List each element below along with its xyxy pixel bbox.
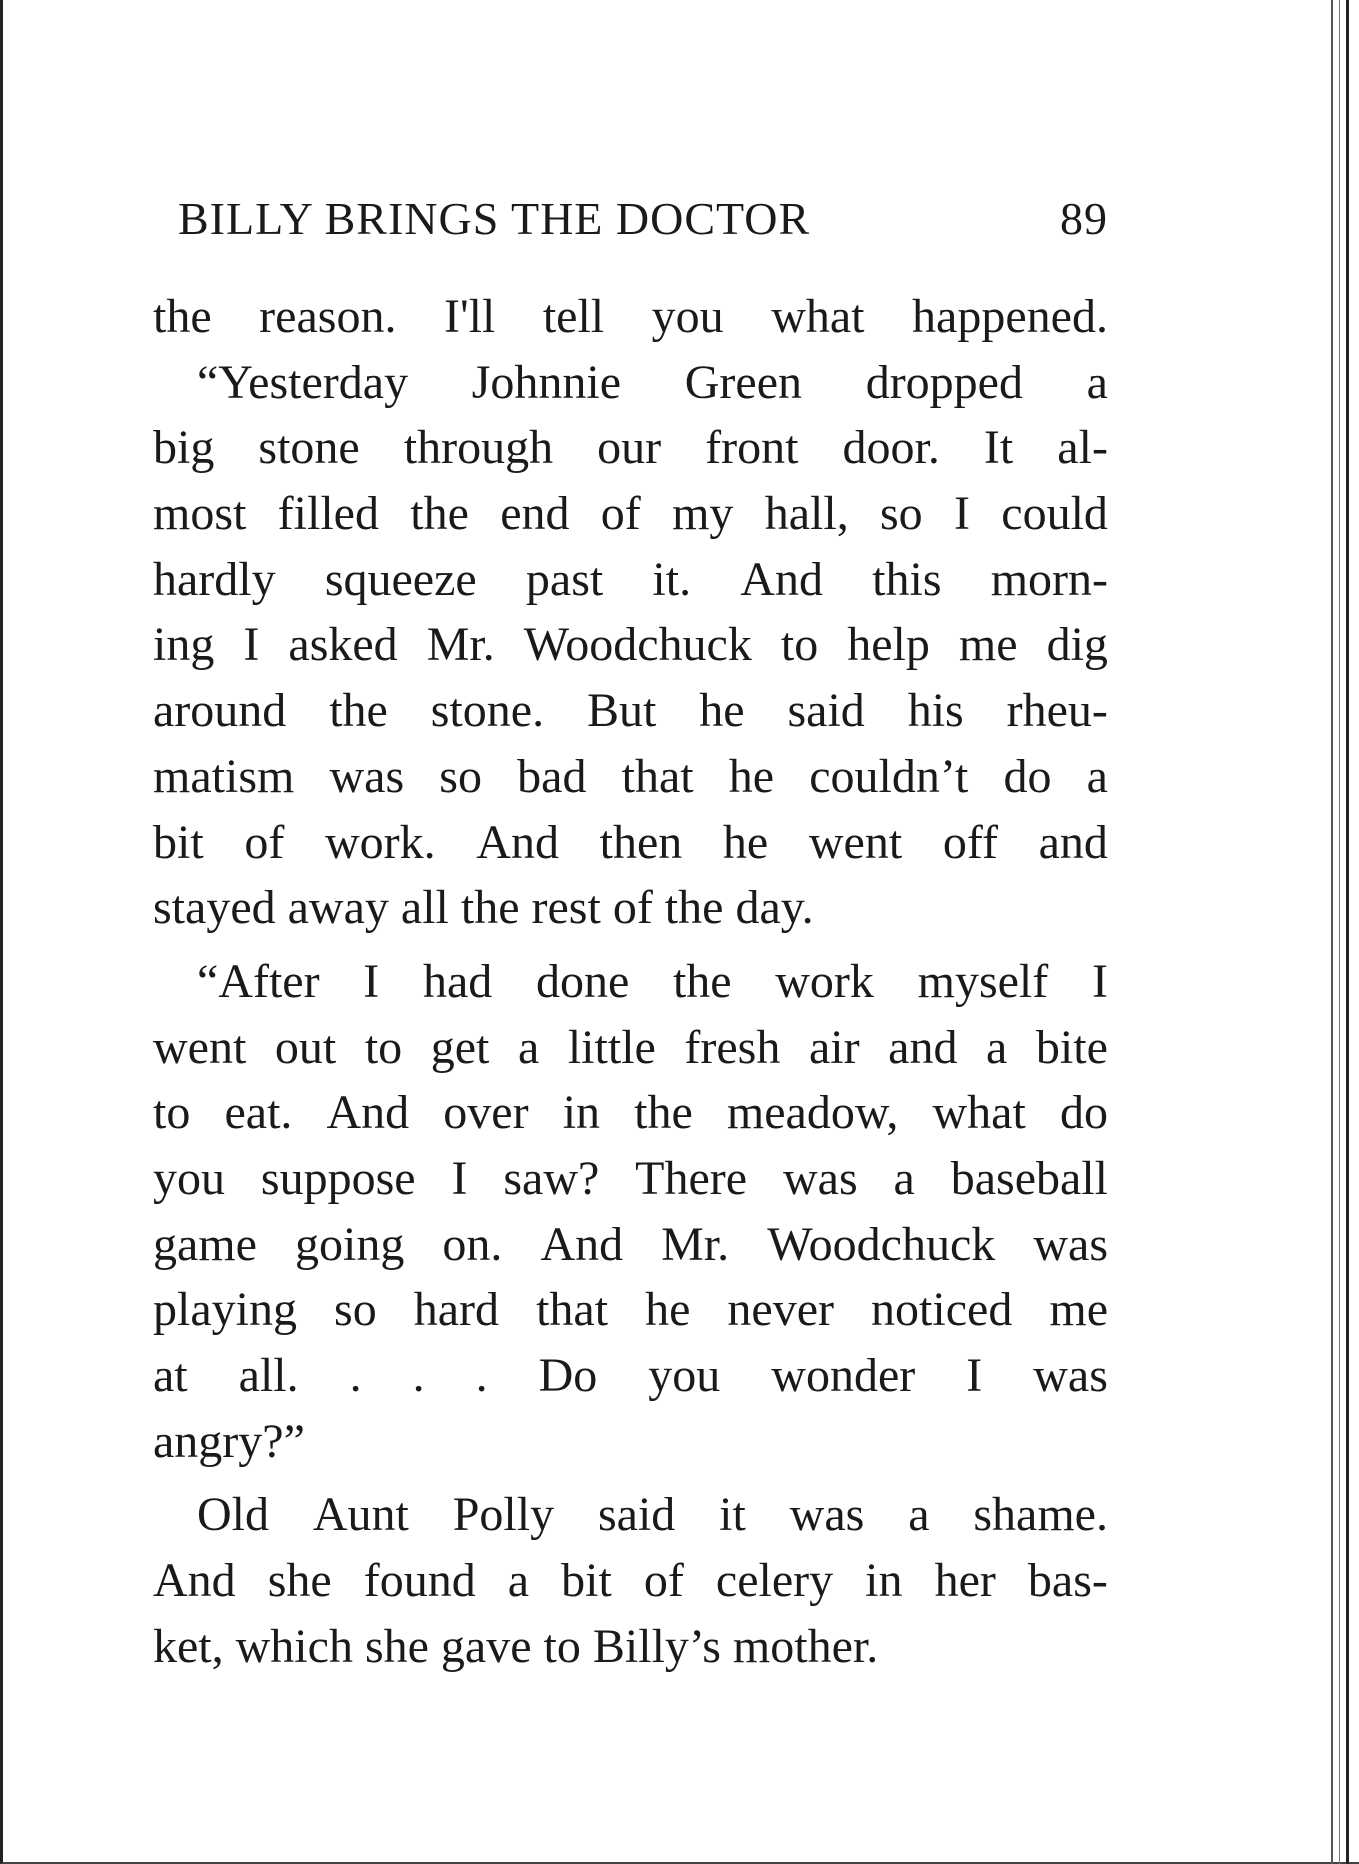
text-line: you suppose I saw? There was a baseball [153,1151,1108,1205]
text-line: angry?” [153,1414,305,1468]
text-line: And she found a bit of celery in her bas- [153,1554,1108,1608]
running-header [178,192,1108,254]
text-line: matism was so bad that he couldn’t do a [153,749,1108,803]
text-line: ing I asked Mr. Woodchuck to help me dig [153,618,1108,672]
page-edge-line [1339,0,1340,1864]
text-line: around the stone. But he said his rheu- [153,684,1108,738]
text-line: hardly squeeze past it. And this morn- [153,552,1108,606]
text-line: ket, which she gave to Billy’s mother. [153,1619,879,1673]
text-line: “Yesterday Johnnie Green dropped a [197,355,1108,409]
text-line: bit of work. And then he went off and [153,815,1108,869]
running-title: BILLY BRINGS THE DOCTOR [178,193,811,244]
text-line: most filled the end of my hall, so I could [153,487,1108,541]
text-line: to eat. And over in the meadow, what do [153,1086,1108,1140]
text-line: game going on. And Mr. Woodchuck was [153,1217,1108,1271]
text-line: at all. . . . Do you wonder I was [153,1349,1108,1402]
page-number: 89 [1060,193,1108,244]
text-line: the reason. I'll tell you what happened. [153,290,1108,343]
text-line: playing so hard that he never noticed me [153,1283,1108,1337]
text-line: “After I had done the work myself I [197,954,1108,1008]
body-text [153,284,1108,1679]
text-line: stayed away all the rest of the day. [153,881,814,935]
text-line: went out to get a little fresh air and a bite [153,1020,1108,1074]
text-line: big stone through our front door. It al- [153,421,1108,475]
text-line: Old Aunt Polly said it was a shame. [197,1488,1108,1542]
page-edge [1331,0,1349,1864]
